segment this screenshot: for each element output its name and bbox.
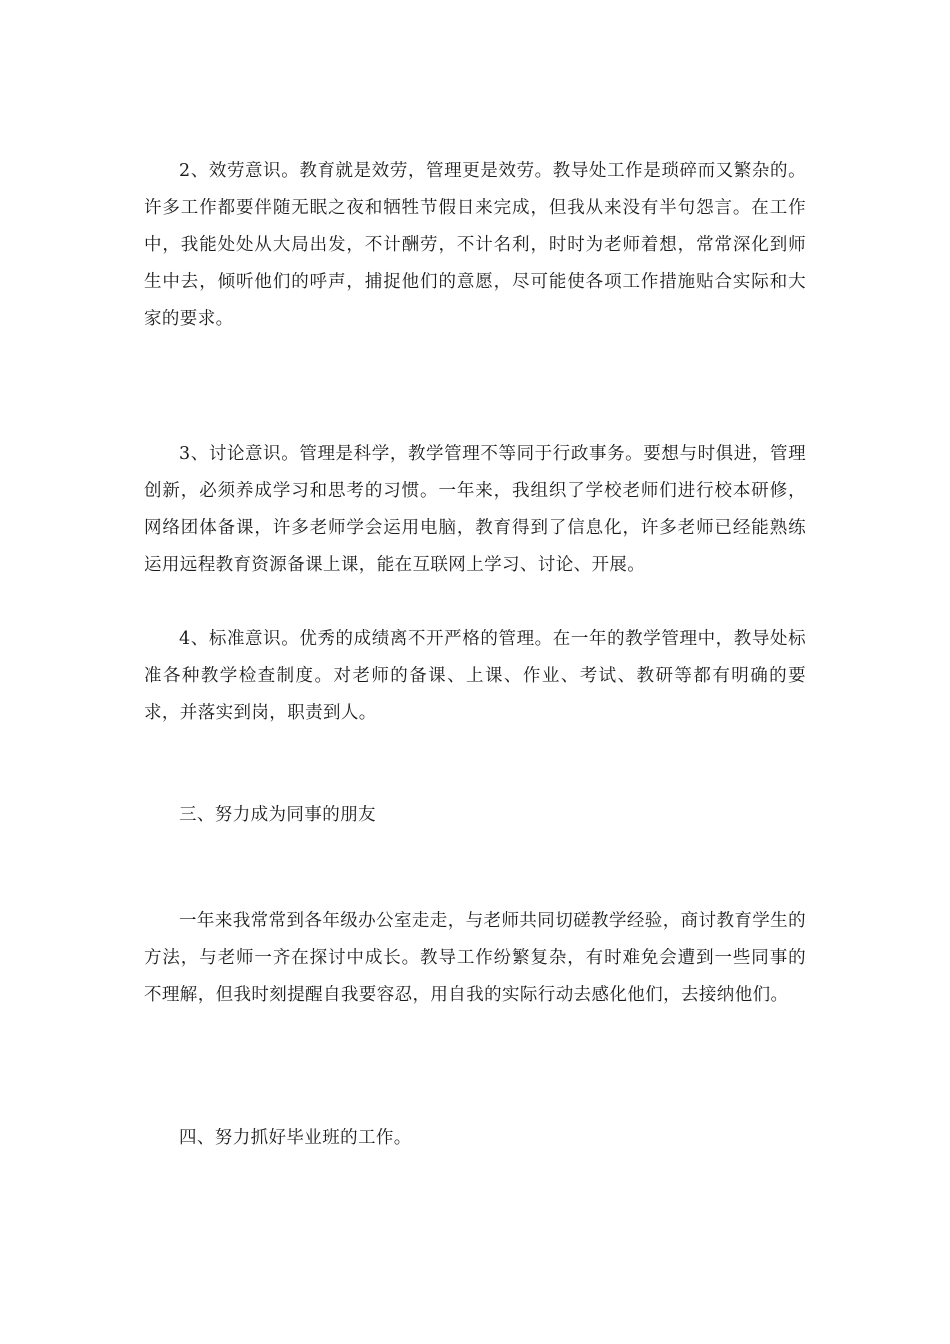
section-heading-three: 三、努力成为同事的朋友 — [179, 805, 376, 825]
paragraph-standard-awareness: 4、标准意识。优秀的成绩离不开严格的管理。在一年的教学管理中，教导处标准各种教学检查制度。对老师的备课、上课、作业、考试、教研等都有明确的要求，并落实到岗，职责到人。 — [144, 629, 806, 723]
section-heading-four: 四、努力抓好毕业班的工作。 — [179, 1128, 412, 1148]
paragraph-discussion-awareness: 3、讨论意识。管理是科学，教学管理不等同于行政事务。要想与时俱进，管理创新，必须养成学习和思考的习惯。一年来，我组织了学校老师们进行校本研修，网络团体备课，许多老师学会运用电脑，教育得到了信息化，许多老师已经能熟练运用远程教育资源备课上课，能在互联网上学习、讨论、开展。 — [144, 444, 806, 575]
paragraph-service-awareness: 2、效劳意识。教育就是效劳，管理更是效劳。教导处工作是琐碎而又繁杂的。许多工作都要伴随无眠之夜和牺牲节假日来完成，但我从来没有半句怨言。在工作中，我能处处从大局出发，不计酬劳，不计名利，时时为老师着想，常常深化到师生中去，倾听他们的呼声，捕捉他们的意愿，尽可能使各项工作措施贴合实际和大家的要求。 — [144, 161, 806, 329]
paragraph-colleague-friend: 一年来我常常到各年级办公室走走，与老师共同切磋教学经验，商讨教育学生的方法，与老师一齐在探讨中成长。教导工作纷繁复杂，有时难免会遭到一些同事的不理解，但我时刻提醒自我要容忍，用自我的实际行动去感化他们，去接纳他们。 — [144, 911, 806, 1005]
